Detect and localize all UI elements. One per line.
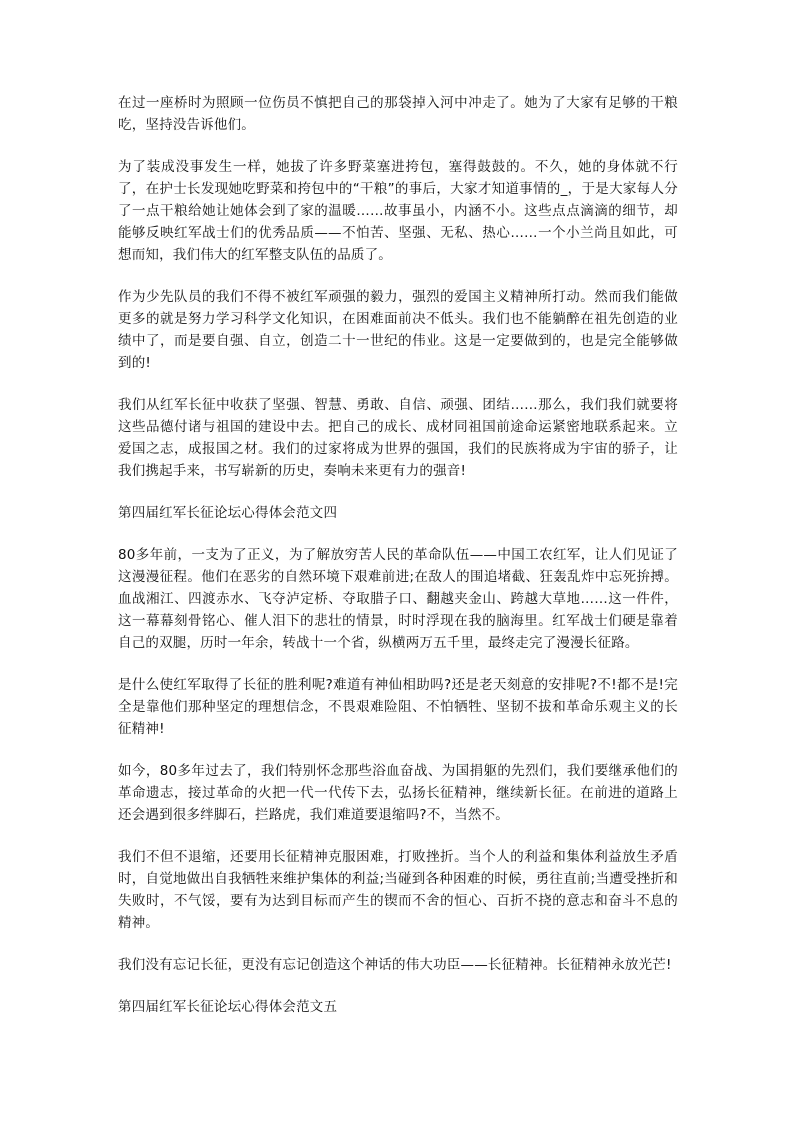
section-heading-four: 第四届红军长征论坛心得体会范文四 bbox=[118, 505, 338, 521]
paragraph-not-retreat: 我们不但不退缩，还要用长征精神克服困难，打败挫折。当个人的利益和集体利益放生矛盾时，自觉地做出自我牺牲来维护集体的利益;当碰到各种困难的时候，勇往直前;当遭受挫折和失败时，不气馁，要有为达到目标而产生的锲而不舍的恒心、百折不挠的意志和奋斗不息的精神。 bbox=[118, 849, 678, 931]
paragraph-eighty-years-ago: 80多年前，一支为了正义，为了解放穷苦人民的革命队伍——中国工农红军，让人们见证了这漫漫征程。他们在恶劣的自然环境下艰难前进;在敌人的围追堵截、狂轰乱炸中忘死拚搏。血战湘江、四渡赤水、飞夺泸定桥、夺取腊子口、翻越夹金山、跨越大草地……这一件件，这一幕幕刻骨铭心、催人泪下的悲壮的情景，时时浮现在我的脑海里。红军战士们硬是靠着自己的双腿，历时一年余，转战十一个省，纵横两万五千里，最终走完了漫漫长征路。 bbox=[118, 547, 678, 651]
paragraph-bridge-story: 在过一座桥时为照顾一位伤员不慎把自己的那袋掉入河中冲走了。她为了大家有足够的干粮吃，坚持没告诉他们。 bbox=[118, 95, 678, 133]
paragraph-what-made-victory: 是什么使红军取得了长征的胜利呢?难道有神仙相助吗?还是老天刻意的安排呢?不!都不是!完全是靠他们那种坚定的理想信念，不畏艰难险阻、不怕牺牲、坚韧不拔和革命乐观主义的长征精神! bbox=[118, 677, 678, 737]
paragraph-qualities-gained: 我们从红军长征中收获了坚强、智慧、勇敢、自信、顽强、团结……那么，我们我们就要将这些品德付诸与祖国的建设中去。把自己的成长、成材同祖国前途命运紧密地联系起来。立爱国之志，成报国之材。我们的过家将成为世界的强国，我们的民族将成为宇宙的骄子，让我们携起手来，书写崭新的历史，奏响未来更有力的强音! bbox=[118, 397, 678, 479]
document-page bbox=[118, 92, 678, 1038]
paragraph-young-pioneers: 作为少先队员的我们不得不被红军顽强的毅力，强烈的爱国主义精神所打动。然而我们能做更多的就是努力学习科学文化知识，在困难面前决不低头。我们也不能躺醉在祖先创造的业绩中了，而是要自强、自立，创造二十一世纪的伟业。这是一定要做到的，也是完全能够做到的! bbox=[118, 289, 678, 371]
paragraph-wild-vegetables: 为了装成没事发生一样，她拔了许多野菜塞进挎包，塞得鼓鼓的。不久，她的身体就不行了，在护士长发现她吃野菜和挎包中的“干粮”的事后，大家才知道事情的_，于是大家每人分了一点干粮给她让她体会到了家的温暖……故事虽小，内涵不小。这些点点滴滴的细节，却能够反映红军战士们的优秀品质——不怕苦、坚强、无私、热心……一个小兰尚且如此，可想而知，我们伟大的红军整支队伍的品质了。 bbox=[118, 159, 678, 263]
section-heading-five: 第四届红军长征论坛心得体会范文五 bbox=[118, 999, 338, 1015]
paragraph-today: 如今，80多年过去了，我们特别怀念那些浴血奋战、为国捐躯的先烈们，我们要继承他们的革命遗志，接过革命的火把一代一代传下去，弘扬长征精神，继续新长征。在前进的道路上还会遇到很多绊脚石，拦路虎，我们难道要退缩吗?不，当然不。 bbox=[118, 763, 678, 823]
paragraph-never-forget: 我们没有忘记长征，更没有忘记创造这个神话的伟大功臣——长征精神。长征精神永放光芒! bbox=[118, 957, 672, 973]
